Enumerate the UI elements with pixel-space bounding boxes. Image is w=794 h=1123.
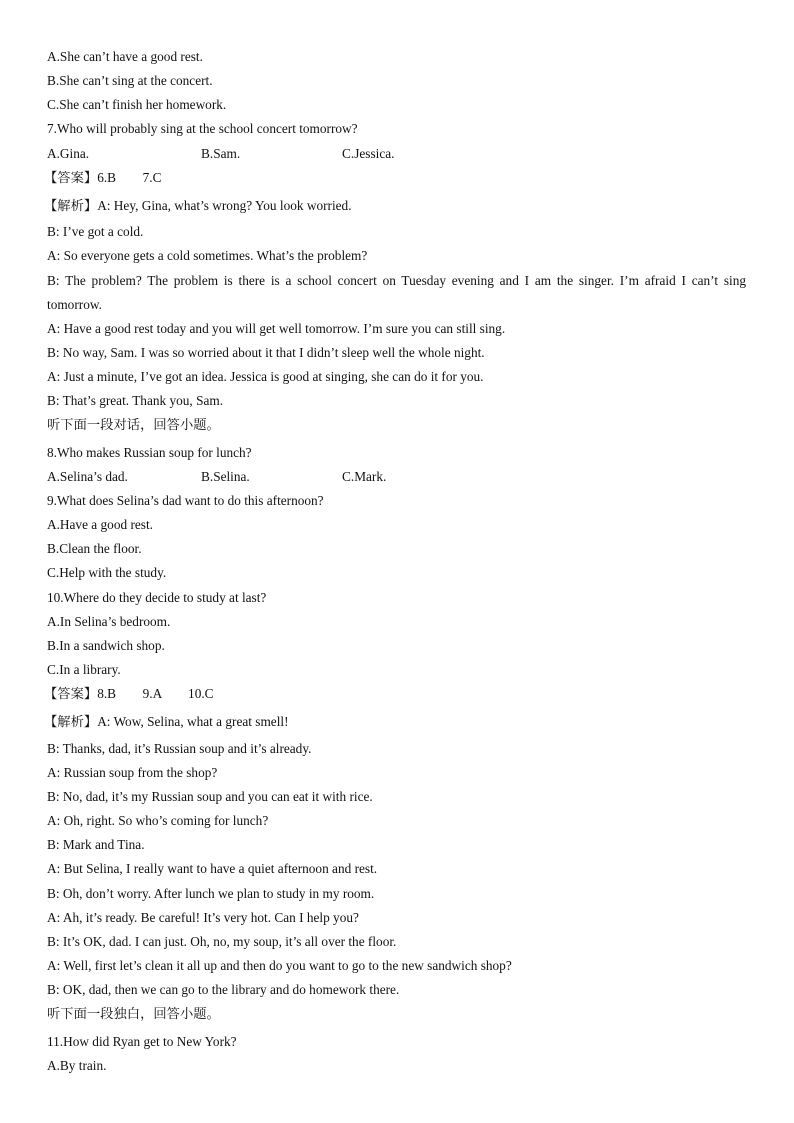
- answer-tag: 【答案】: [44, 171, 98, 186]
- section-heading-dialogue: 听下面一段对话，回答小题。: [47, 418, 220, 433]
- analysis-2-line-6: B: Mark and Tina.: [47, 837, 145, 852]
- analysis-2-line-11: A: Well, first let’s clean it all up and then do you want to go to the new sandwich shop?: [47, 958, 512, 973]
- analysis-2-line-3: A: Russian soup from the shop?: [47, 765, 218, 780]
- answer-text: 8.B 9.A 10.C: [97, 686, 214, 701]
- q11-option-a: A.By train.: [47, 1058, 107, 1073]
- analysis-tag: 【解析】: [44, 715, 98, 730]
- q9-option-c: C.Help with the study.: [47, 565, 167, 580]
- dialogue-line: A: Hey, Gina, what’s wrong? You look worried.: [97, 198, 352, 213]
- analysis-2-line-12: B: OK, dad, then we can go to the library and do homework there.: [47, 982, 400, 997]
- analysis-1-line-3: A: So everyone gets a cold sometimes. What’s the problem?: [47, 248, 368, 263]
- analysis-2-line-10: B: It’s OK, dad. I can just. Oh, no, my soup, it’s all over the floor.: [47, 934, 397, 949]
- analysis-1-line-4: B: The problem? The problem is there is a school concert on Tuesday evening and I am the singer. I’m afraid I can’t sing: [47, 273, 746, 288]
- q6-option-c: C.She can’t finish her homework.: [47, 97, 227, 112]
- answer-key-2: [44, 686, 214, 703]
- analysis-1-line-6: A: Have a good rest today and you will get well tomorrow. I’m sure you can still sing.: [47, 321, 506, 336]
- analysis-1-line-1: [44, 198, 352, 215]
- analysis-2-line-1: [44, 714, 289, 731]
- answer-text: 6.B 7.C: [97, 170, 162, 185]
- dialogue-line: A: Wow, Selina, what a great smell!: [97, 714, 289, 729]
- q11-question: 11.How did Ryan get to New York?: [47, 1034, 237, 1049]
- q10-question: 10.Where do they decide to study at last?: [47, 590, 267, 605]
- q8-option-a: A.Selina’s dad.: [47, 469, 128, 484]
- analysis-2-line-7: A: But Selina, I really want to have a quiet afternoon and rest.: [47, 861, 378, 876]
- analysis-1-line-2: B: I’ve got a cold.: [47, 224, 144, 239]
- analysis-tag: 【解析】: [44, 199, 98, 214]
- q9-question: 9.What does Selina’s dad want to do this afternoon?: [47, 493, 324, 508]
- q9-option-a: A.Have a good rest.: [47, 517, 153, 532]
- q6-option-b: B.She can’t sing at the concert.: [47, 73, 213, 88]
- analysis-2-line-5: A: Oh, right. So who’s coming for lunch?: [47, 813, 269, 828]
- q8-option-c: C.Mark.: [342, 469, 387, 484]
- q7-option-a: A.Gina.: [47, 146, 90, 161]
- answer-tag: 【答案】: [44, 687, 98, 702]
- analysis-1-line-7: B: No way, Sam. I was so worried about it that I didn’t sleep well the whole night.: [47, 345, 485, 360]
- answer-key-1: [44, 170, 161, 187]
- q8-option-b: B.Selina.: [201, 469, 250, 484]
- q10-option-b: B.In a sandwich shop.: [47, 638, 165, 653]
- q7-option-b: B.Sam.: [201, 146, 241, 161]
- analysis-1-line-8: A: Just a minute, I’ve got an idea. Jessica is good at singing, she can do it for you.: [47, 369, 484, 384]
- analysis-1-line-5: tomorrow.: [47, 297, 102, 312]
- q8-question: 8.Who makes Russian soup for lunch?: [47, 445, 252, 460]
- analysis-1-line-9: B: That’s great. Thank you, Sam.: [47, 393, 224, 408]
- analysis-2-line-8: B: Oh, don’t worry. After lunch we plan to study in my room.: [47, 886, 375, 901]
- analysis-2-line-4: B: No, dad, it’s my Russian soup and you can eat it with rice.: [47, 789, 373, 804]
- section-heading-monologue: 听下面一段独白，回答小题。: [47, 1007, 220, 1022]
- analysis-2-line-2: B: Thanks, dad, it’s Russian soup and it’s already.: [47, 741, 312, 756]
- q7-option-c: C.Jessica.: [342, 146, 395, 161]
- q10-option-c: C.In a library.: [47, 662, 121, 677]
- q7-question: 7.Who will probably sing at the school concert tomorrow?: [47, 121, 358, 136]
- q10-option-a: A.In Selina’s bedroom.: [47, 614, 171, 629]
- q9-option-b: B.Clean the floor.: [47, 541, 142, 556]
- analysis-2-line-9: A: Ah, it’s ready. Be careful! It’s very hot. Can I help you?: [47, 910, 359, 925]
- q6-option-a: A.She can’t have a good rest.: [47, 49, 203, 64]
